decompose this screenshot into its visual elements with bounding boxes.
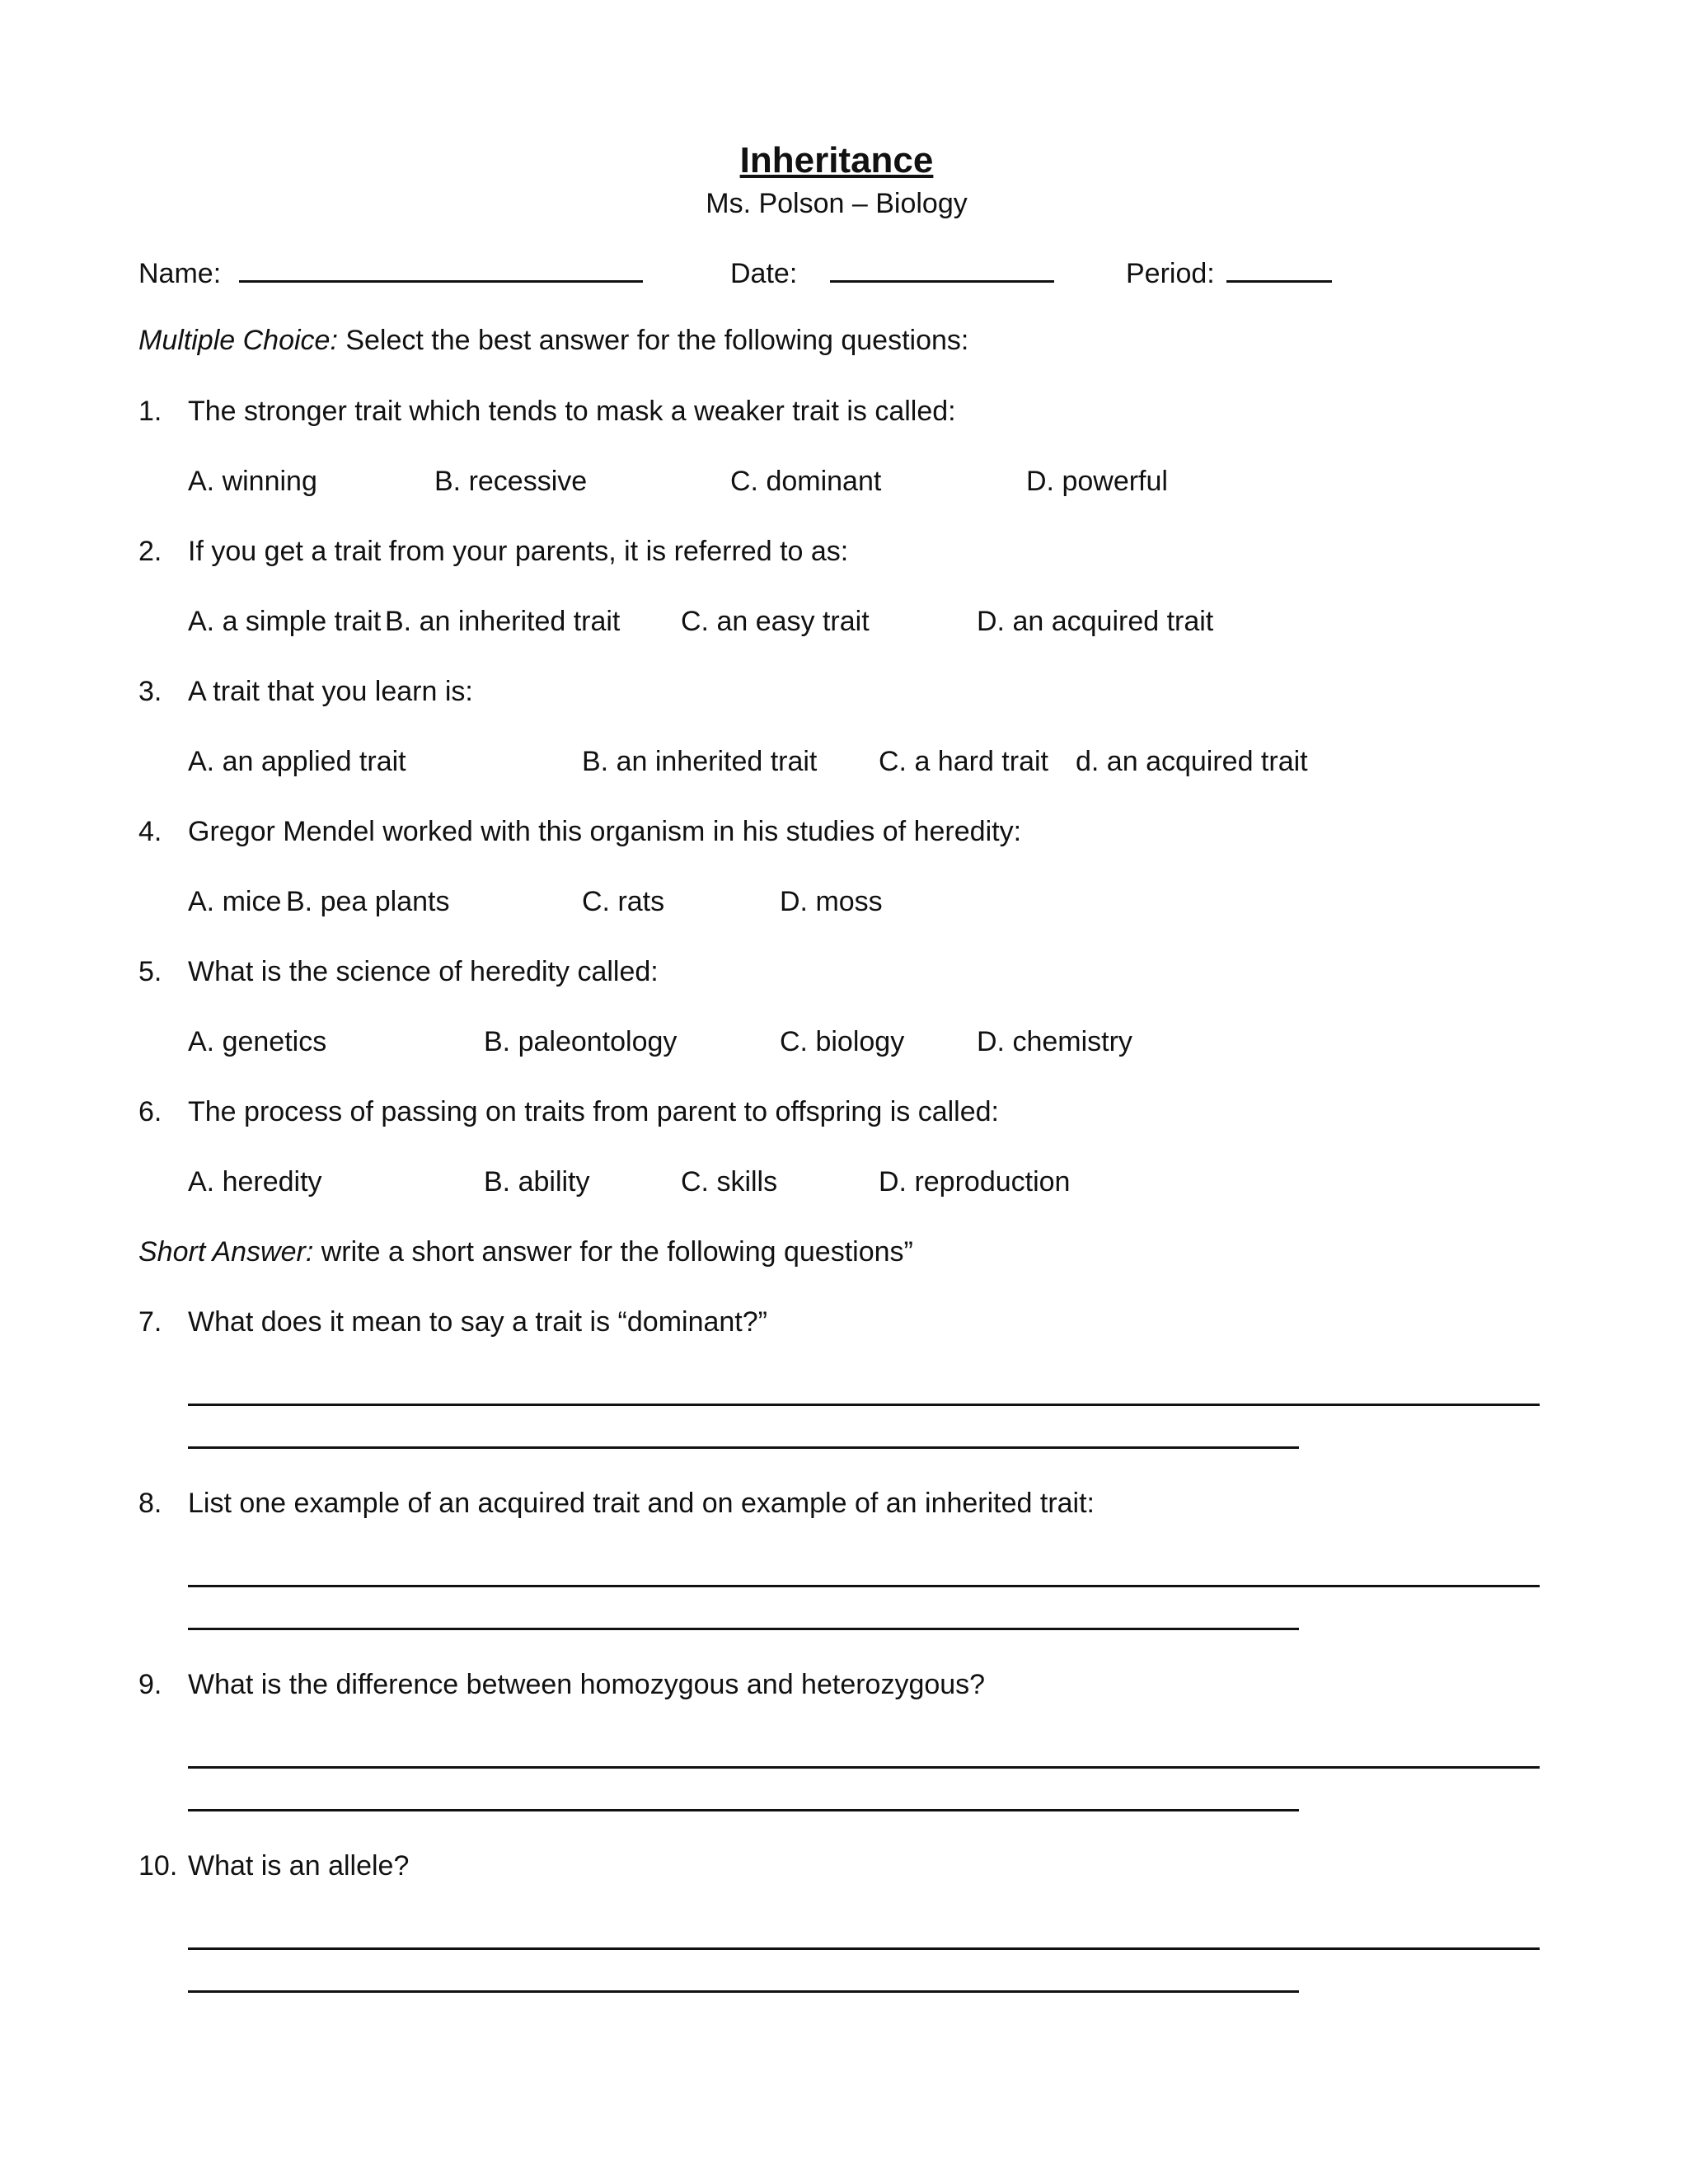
choice-c[interactable]: C. skills (681, 1166, 778, 1197)
choice-a[interactable]: A. genetics (188, 1026, 327, 1057)
answer-line[interactable] (188, 1990, 1299, 1993)
question-number: 4. (138, 816, 162, 847)
answer-line[interactable] (188, 1446, 1299, 1449)
question-text: What is an allele? (188, 1850, 410, 1882)
mc-instruction (138, 325, 968, 357)
name-label: Name: (138, 258, 222, 289)
choice-b[interactable]: B. ability (484, 1166, 590, 1197)
choice-a[interactable]: A. a simple trait (188, 606, 382, 637)
answer-line[interactable] (188, 1404, 1540, 1406)
choice-d[interactable]: D. moss (780, 886, 883, 917)
question-text: What is the science of heredity called: (188, 956, 659, 987)
question-number: 7. (138, 1306, 162, 1338)
question-text: If you get a trait from your parents, it is referred to as: (188, 536, 849, 567)
page-title: Inheritance (739, 140, 934, 180)
date-field[interactable] (730, 255, 1054, 290)
choice-b[interactable]: B. recessive (434, 466, 588, 497)
choice-d[interactable]: d. an acquired trait (1076, 746, 1308, 777)
period-label: Period: (1126, 258, 1215, 289)
answer-line[interactable] (188, 1947, 1540, 1950)
choice-b[interactable]: B. an inherited trait (385, 606, 621, 637)
question-text: The process of passing on traits from parent to offspring is called: (188, 1096, 999, 1127)
question-text: List one example of an acquired trait and on example of an inherited trait: (188, 1488, 1095, 1519)
question-text: What does it mean to say a trait is “dominant?” (188, 1306, 767, 1338)
mc-label: Multiple Choice: (138, 325, 338, 356)
answer-line[interactable] (188, 1585, 1540, 1587)
choice-a[interactable]: A. an applied trait (188, 746, 406, 777)
question-number: 8. (138, 1488, 162, 1519)
answer-line[interactable] (188, 1628, 1299, 1630)
question-number: 6. (138, 1096, 162, 1127)
question-number: 2. (138, 536, 162, 567)
question-text: A trait that you learn is: (188, 676, 473, 707)
choice-c[interactable]: C. a hard trait (879, 746, 1048, 777)
question-text: Gregor Mendel worked with this organism in his studies of heredity: (188, 816, 1022, 847)
choice-d[interactable]: D. reproduction (879, 1166, 1071, 1197)
sa-label: Short Answer: (138, 1236, 314, 1268)
question-number: 9. (138, 1669, 162, 1700)
sa-instruction (138, 1236, 913, 1268)
mc-instruction-text: Select the best answer for the following questions: (345, 325, 969, 356)
period-blank[interactable] (1226, 255, 1332, 283)
choice-c[interactable]: C. rats (582, 886, 665, 917)
choice-a[interactable]: A. mice (188, 886, 282, 917)
choice-d[interactable]: D. powerful (1026, 466, 1168, 497)
choice-c[interactable]: C. an easy trait (681, 606, 870, 637)
page-subtitle: Ms. Polson – Biology (706, 188, 968, 219)
answer-line[interactable] (188, 1809, 1299, 1811)
choice-b[interactable]: B. paleontology (484, 1026, 678, 1057)
question-number: 10. (138, 1850, 178, 1882)
choice-b[interactable]: B. an inherited trait (582, 746, 818, 777)
choice-c[interactable]: C. dominant (730, 466, 882, 497)
choice-b[interactable]: B. pea plants (286, 886, 450, 917)
question-text: The stronger trait which tends to mask a weaker trait is called: (188, 396, 956, 427)
answer-line[interactable] (188, 1766, 1540, 1769)
date-blank[interactable] (830, 255, 1054, 283)
choice-a[interactable]: A. heredity (188, 1166, 322, 1197)
choice-d[interactable]: D. chemistry (977, 1026, 1132, 1057)
question-number: 1. (138, 396, 162, 427)
choice-a[interactable]: A. winning (188, 466, 317, 497)
period-field[interactable] (1126, 255, 1332, 290)
name-field[interactable] (138, 255, 643, 290)
date-label: Date: (730, 258, 798, 289)
choice-d[interactable]: D. an acquired trait (977, 606, 1214, 637)
choice-c[interactable]: C. biology (780, 1026, 905, 1057)
name-blank[interactable] (239, 255, 643, 283)
question-number: 3. (138, 676, 162, 707)
sa-instruction-text: write a short answer for the following questions” (321, 1236, 913, 1268)
question-text: What is the difference between homozygous and heterozygous? (188, 1669, 986, 1700)
question-number: 5. (138, 956, 162, 987)
